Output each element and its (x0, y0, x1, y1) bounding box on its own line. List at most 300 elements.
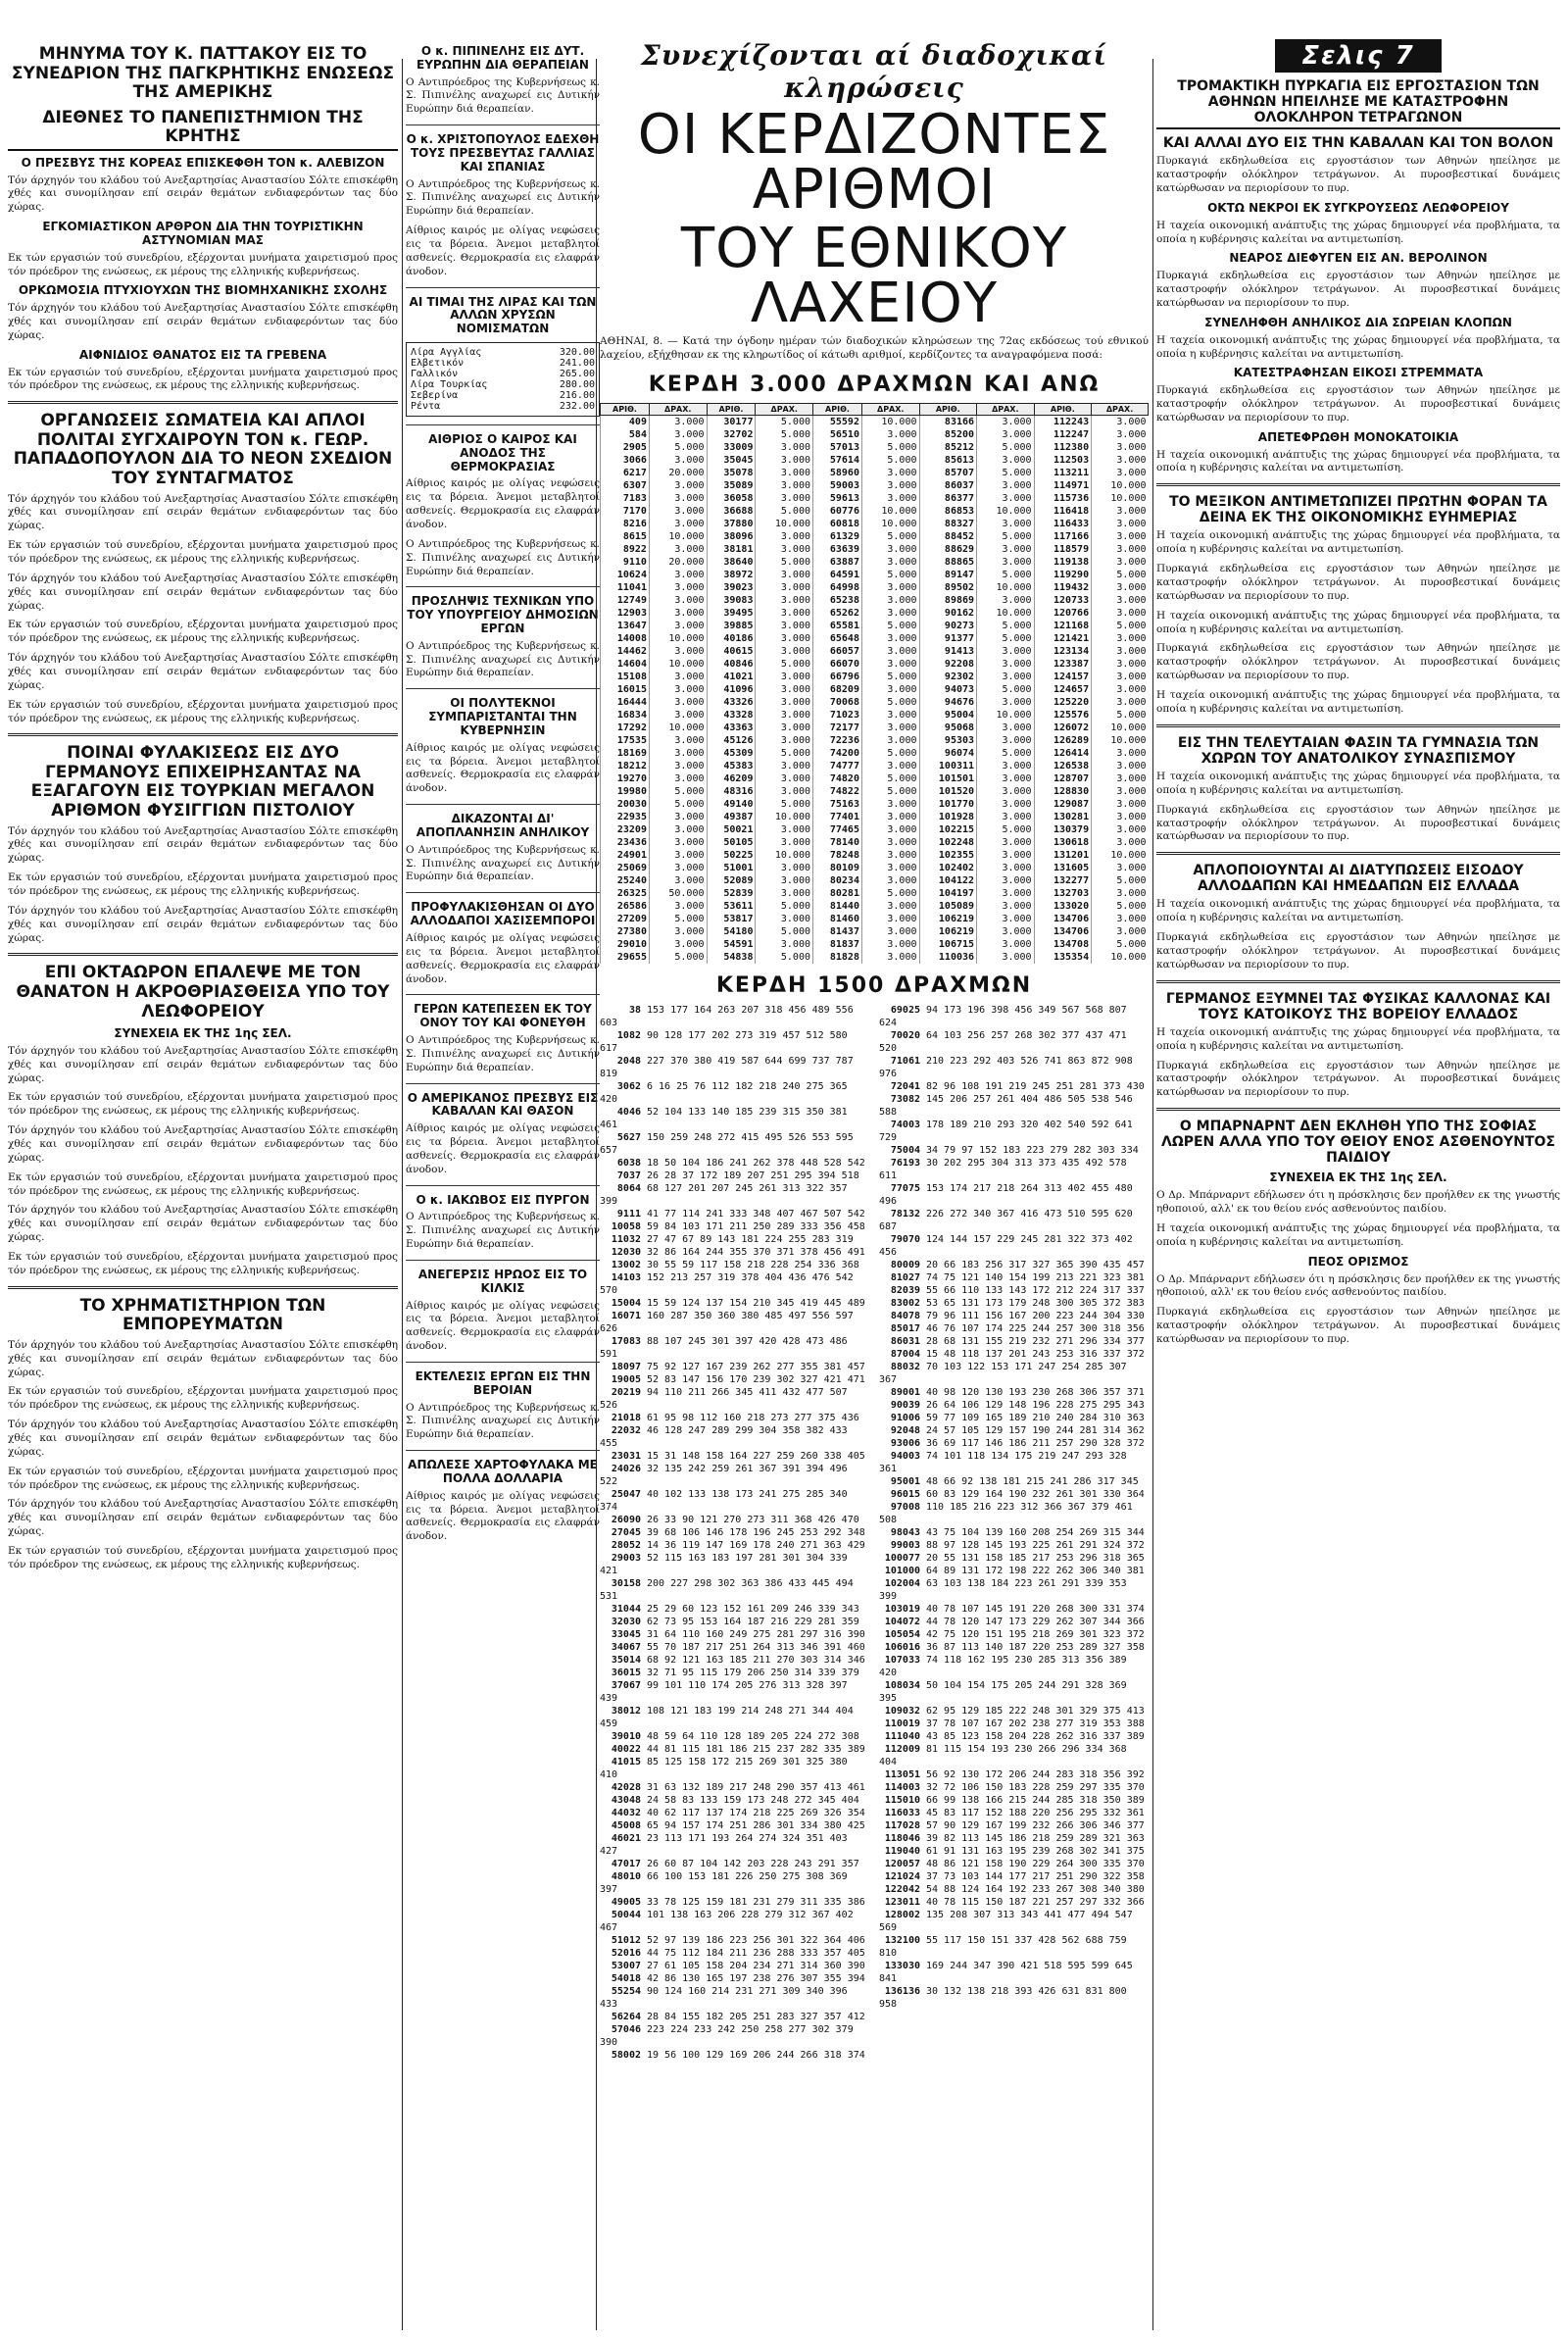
table-cell: 3.000 (977, 722, 1035, 734)
article-body: Ο Αντιπρόεδρος της Κυβερνήσεως κ. Σ. Πιπινέλης αναχωρεί εις Δυτικήν Ευρώπην διά θεραπείαν. (406, 1033, 600, 1073)
list-item: 9111 41 77 114 241 333 348 407 467 507 542 (616, 1208, 865, 1220)
table-cell: 121168 (1034, 620, 1092, 632)
table-cell: 15108 (601, 671, 650, 683)
list-item: 27045 39 68 106 146 178 196 245 253 292 348 (611, 1526, 865, 1538)
table-cell: 35045 (707, 454, 756, 467)
table-row (601, 874, 1149, 887)
list-item: 16071 160 287 350 360 380 485 497 556 597 626 (600, 1310, 854, 1334)
list-item: 75004 34 79 97 152 183 223 279 282 303 334 (890, 1144, 1139, 1156)
table-cell: 102402 (919, 862, 977, 874)
list-item: 73082 145 206 257 261 404 486 505 538 546 588 (879, 1093, 1133, 1118)
table-cell: 102248 (919, 836, 977, 849)
list-item: 104072 44 78 120 147 173 229 262 307 344 366 (884, 1616, 1145, 1627)
column-header: ΑΡΙΘ. (601, 403, 650, 415)
table-cell: 63887 (813, 556, 862, 569)
article-body: Πυρκαγιά εκδηλωθείσα εις εργοστάσιον των Αθηνών ηπείλησε με καταστροφήν ολόκληρον τετράγωνον. Αι πυροσβεστικαί δυνάμεις κατώρθωσαν να περιορίσουν το πυρ. (1156, 642, 1560, 682)
article-body: Η ταχεία οικονομική ανάπτυξις της χώρας δημιουργεί νέα προβλήματα, τα οποία η κυβέρνησις καλείται να αντιμετωπίση. (1156, 219, 1560, 245)
gains-1500 (600, 1004, 1149, 2062)
list-item: 115010 66 99 138 166 215 244 285 318 350 389 (884, 1794, 1145, 1806)
table-cell: 60818 (813, 518, 862, 530)
table-cell: 3.000 (977, 734, 1035, 747)
table-cell: 409 (601, 415, 650, 428)
table-cell: 3.000 (1092, 594, 1149, 607)
table-cell: 16444 (601, 696, 650, 709)
table-cell: 3.000 (1092, 632, 1149, 645)
column-header: ΑΡΙΘ. (919, 403, 977, 415)
table-row (601, 479, 1149, 492)
table-cell: 10.000 (1092, 734, 1149, 747)
table-cell: 39023 (707, 581, 756, 594)
table-cell: 3.000 (977, 479, 1035, 492)
headline-germans: ΠΟΙΝΑΙ ΦΥΛΑΚΙΣΕΩΣ ΕΙΣ ΔΥΟ ΓΕΡΜΑΝΟΥΣ ΕΠΙΧΕΙΡΗΣΑΝΤΑΣ ΝΑ ΕΞΑΓΑΓΟΥΝ ΕΙΣ ΤΟΥΡΚΙΑΝ ΜΕΓΑΛΟΝ ΑΡΙΘΜΟΝ ΦΥΣΙΓΓΙΩΝ ΠΙΣΤΟΛΙΟΥ (30, 743, 375, 821)
table-cell: 88452 (919, 530, 977, 543)
table-cell: 10.000 (1092, 951, 1149, 964)
table-row (601, 594, 1149, 607)
divider (8, 953, 398, 956)
lottery-table (600, 403, 1149, 964)
table-cell: 17292 (601, 722, 650, 734)
table-row (601, 734, 1149, 747)
table-cell: 2905 (601, 441, 650, 454)
table-cell: 3.000 (861, 556, 919, 569)
table-cell: 14008 (601, 632, 650, 645)
table-cell: 40186 (707, 632, 756, 645)
table-row (601, 683, 1149, 696)
table-cell: 134706 (1034, 913, 1092, 925)
table-cell: 3.000 (649, 543, 707, 556)
headline-university: ΔΙΕΘΝΕΣ ΤΟ ΠΑΝΕΠΙΣΤΗΜΙΟΝ ΤΗΣ ΚΡΗΤΗΣ (8, 109, 398, 151)
article-body: Η ταχεία οικονομική ανάπτυξις της χώρας δημιουργεί νέα προβλήματα, τα οποία η κυβέρνησις καλείται να αντιμετωπίση. (1156, 448, 1560, 474)
table-cell: 102355 (919, 849, 977, 862)
headline-pipinelis: Ο κ. ΠΙΠΙΝΕΛΗΣ ΕΙΣ ΔΥΤ. ΕΥΡΩΠΗΝ ΔΙΑ ΘΕΡΑΠΕΙΑΝ (416, 44, 589, 72)
divider (406, 1260, 600, 1261)
list-item: 120057 48 86 121 158 190 229 264 300 335 370 (884, 1858, 1145, 1869)
article-body: Εκ τών εργασιών τού συνεδρίου, εξέρχονται μυνήματα χαιρετισμού προς τόν πρόεδρον της ενώσεως, εκ μέρους της ελληνικής κυβερνήσεως. (8, 1385, 398, 1412)
table-cell: 56510 (813, 428, 862, 441)
subhead-berlin: ΝΕΑΡΟΣ ΔΙΕΦΥΓΕΝ ΕΙΣ ΑΝ. ΒΕΡΟΛΙΝΟΝ (1229, 251, 1488, 266)
table-cell: 3.000 (1092, 467, 1149, 479)
table-cell: 112503 (1034, 454, 1092, 467)
table-row (601, 938, 1149, 951)
table-cell: 3.000 (861, 709, 919, 722)
table-cell: 81828 (813, 951, 862, 964)
table-cell: 43328 (707, 709, 756, 722)
list-item: 13002 30 55 59 117 158 218 228 254 336 368 (611, 1259, 859, 1270)
table-cell: 3.000 (861, 658, 919, 671)
table-cell: 3.000 (1092, 747, 1149, 760)
list-item: 56264 28 84 155 182 205 251 283 327 357 412 (611, 2011, 865, 2022)
table-cell: 30177 (707, 415, 756, 428)
table-row (601, 823, 1149, 836)
table-cell: 71023 (813, 709, 862, 722)
table-cell: 3.000 (756, 772, 813, 785)
table-cell: 3.000 (977, 428, 1035, 441)
table-cell: 3.000 (756, 785, 813, 798)
list-item: 103019 40 78 107 145 191 220 268 300 331 374 (884, 1603, 1145, 1615)
column-header: ΑΡΙΘ. (813, 403, 862, 415)
table-cell: 66057 (813, 645, 862, 658)
table-cell: 66796 (813, 671, 862, 683)
headline-iakovos: Ο κ. ΙΑΚΩΒΟΣ ΕΙΣ ΠΥΡΓΟΝ (416, 1192, 590, 1207)
table-cell: 3.000 (756, 632, 813, 645)
list-item: 50044 101 138 163 206 228 279 312 367 402 467 (600, 1909, 854, 1933)
table-cell: 5.000 (649, 798, 707, 811)
table-cell: 96074 (919, 747, 977, 760)
list-item: 58002 19 56 100 129 169 206 244 266 318 374 (611, 2049, 865, 2061)
table-cell: 3.000 (861, 645, 919, 658)
table-cell: 16015 (601, 683, 650, 696)
table-cell: 29655 (601, 951, 650, 964)
table-cell: 3.000 (861, 594, 919, 607)
table-cell: 5.000 (756, 415, 813, 428)
table-cell: 26325 (601, 887, 650, 900)
table-cell: 3.000 (977, 938, 1035, 951)
table-cell: 112243 (1034, 415, 1092, 428)
table-cell: 3.000 (649, 823, 707, 836)
headline-christopoulos: Ο κ. ΧΡΙΣΤΟΠΟΥΛΟΣ ΕΔΕΧΘΗ ΤΟΥΣ ΠΡΕΣΒΕΥΤΑΣ ΓΑΛΛΙΑΣ ΚΑΙ ΣΠΑΝΙΑΣ (406, 132, 600, 174)
table-cell: 3.000 (649, 492, 707, 505)
table-cell: 3.000 (649, 415, 707, 428)
table-cell: 3.000 (1092, 772, 1149, 785)
list-item: 77075 153 174 217 218 264 313 402 455 480 496 (879, 1182, 1133, 1207)
table-cell: 10.000 (649, 632, 707, 645)
table-cell: 3.000 (756, 543, 813, 556)
table-cell: 54838 (707, 951, 756, 964)
table-cell: 54180 (707, 925, 756, 938)
table-cell: 5.000 (756, 747, 813, 760)
table-cell: 33009 (707, 441, 756, 454)
article-body: Τόν άρχηγόν του κλάδου τού Ανεξαρτησίας Αναστασίου Σόλτε επισκέφθη χθές και συνομίλησαν επί σειράν θεμάτων ενδιαφερόντων τας δύο χώρας. (8, 1124, 398, 1164)
table-cell: 106219 (919, 913, 977, 925)
table-cell: 3.000 (649, 900, 707, 913)
table-cell: 101520 (919, 785, 977, 798)
table-cell: 118579 (1034, 543, 1092, 556)
table-cell: 3.000 (756, 594, 813, 607)
table-row (601, 454, 1149, 467)
table-cell: 116433 (1034, 518, 1092, 530)
article-body: Ο Αντιπρόεδρος της Κυβερνήσεως κ. Σ. Πιπινέλης αναχωρεί εις Δυτικήν Ευρώπην διά θεραπείαν. (406, 639, 600, 679)
table-cell: 3.000 (1092, 543, 1149, 556)
right-column (1156, 39, 1560, 2330)
article-body: Εκ τών εργασιών τού συνεδρίου, εξέρχονται μυνήματα χαιρετισμού προς τόν πρόεδρον της ενώσεως, εκ μέρους της ελληνικής κυβερνήσεως. (8, 619, 398, 645)
table-cell: 45383 (707, 760, 756, 772)
table-cell: 3.000 (1092, 798, 1149, 811)
table-row (601, 900, 1149, 913)
table-cell: 126538 (1034, 760, 1092, 772)
table-cell: 39083 (707, 594, 756, 607)
table-cell: 70068 (813, 696, 862, 709)
list-item: 123011 40 78 115 150 187 221 257 297 332 366 (884, 1896, 1145, 1908)
table-cell: 65238 (813, 594, 862, 607)
list-item: 88032 70 103 122 153 171 247 254 285 307 367 (879, 1361, 1127, 1385)
table-cell: 3.000 (861, 492, 919, 505)
table-cell: 3.000 (756, 492, 813, 505)
list-item: 35014 68 92 121 163 185 211 270 303 314 346 (611, 1654, 865, 1666)
table-cell: 133020 (1034, 900, 1092, 913)
table-cell: 5.000 (756, 951, 813, 964)
article-body: Τόν άρχηγόν του κλάδου τού Ανεξαρτησίας Αναστασίου Σόλτε επισκέφθη χθές και συνομίλησαν επί σειράν θεμάτων ενδιαφερόντων τας δύο χώρας. (8, 1204, 398, 1244)
article-body: Πυρκαγιά εκδηλωθείσα εις εργοστάσιον των Αθηνών ηπείλησε με καταστροφήν ολόκληρον τετράγωνον. Αι πυροσβεστικαί δυνάμεις κατώρθωσαν να περιορίσουν το πυρ. (1156, 1059, 1560, 1099)
article-body: Η ταχεία οικονομική ανάπτυξις της χώρας δημιουργεί νέα προβλήματα, τα οποία η κυβέρνησις καλείται να αντιμετωπίση. (1156, 529, 1560, 556)
table-cell: 81440 (813, 900, 862, 913)
table-cell: 35089 (707, 479, 756, 492)
table-cell: 58960 (813, 467, 862, 479)
table-cell: 5.000 (649, 951, 707, 964)
headline-barnard: Ο ΜΠΑΡΝΑΡΝΤ ΔΕΝ ΕΚΛΗΘΗ ΥΠΟ ΤΗΣ ΣΟΦΙΑΣ ΛΩΡΕΝ ΑΛΛΑ ΥΠΟ ΤΟΥ ΘΕΙΟΥ ΕΝΟΣ ΑΣΘΕΝΟΥΝΤΟΣ ΠΑΙΔΙΟΥ (1160, 1119, 1555, 1167)
article-body: Τόν άρχηγόν του κλάδου τού Ανεξαρτησίας Αναστασίου Σόλτε επισκέφθη χθές και συνομίλησαν επί σειράν θεμάτων ενδιαφερόντων τας δύο χώρας. (8, 302, 398, 341)
list-item: 41015 85 125 158 172 215 269 301 325 380 410 (600, 1756, 848, 1780)
table-cell: 3.000 (861, 798, 919, 811)
table-cell: 53611 (707, 900, 756, 913)
table-cell: 3.000 (977, 415, 1035, 428)
article-body: Αίθριος καιρός με ολίγας νεφώσεις εις τα βόρεια. Άνεμοι μεταβλητοί ασθενείς. Θερμοκρασία εις ελαφράν άνοδον. (406, 741, 600, 795)
table-row (601, 862, 1149, 874)
table-cell: 35078 (707, 467, 756, 479)
list-item: 118046 39 82 113 145 186 218 259 289 321 363 (884, 1832, 1145, 1844)
table-cell: 10.000 (861, 518, 919, 530)
table-cell: 3.000 (1092, 415, 1149, 428)
table-cell: 3.000 (1092, 518, 1149, 530)
table-cell: 8216 (601, 518, 650, 530)
list-item: 119040 61 91 131 163 195 239 268 302 341 375 (884, 1845, 1145, 1857)
list-item: 23031 15 31 148 158 164 227 259 260 338 405 (611, 1450, 865, 1462)
list-item: 132100 55 117 150 151 337 428 562 688 759 810 (879, 1934, 1127, 1959)
table-cell: 112247 (1034, 428, 1092, 441)
list-item: 28052 14 36 119 147 169 178 240 271 363 429 (611, 1539, 865, 1551)
list-item: 36015 32 71 95 115 179 206 250 314 339 379 (611, 1667, 859, 1678)
list-item: 111040 43 85 123 158 204 228 262 316 337 389 (884, 1730, 1145, 1742)
table-cell: 23436 (601, 836, 650, 849)
subhead-korea: Ο ΠΡΕΣΒΥΣ ΤΗΣ ΚΟΡΕΑΣ ΕΠΙΣΚΕΦΘΗ ΤΟΝ κ. ΑΛΕΒΙΖΟΝ (21, 155, 385, 170)
article-body: Αίθριος καιρός με ολίγας νεφώσεις εις τα βόρεια. Άνεμοι μεταβλητοί ασθενείς. Θερμοκρασία εις ελαφράν άνοδον. (406, 477, 600, 530)
table-cell: 14462 (601, 645, 650, 658)
table-cell: 91377 (919, 632, 977, 645)
headline-exercises: ΕΙΣ ΤΗΝ ΤΕΛΕΥΤΑΙΑΝ ΦΑΣΙΝ ΤΑ ΓΥΜΝΑΣΙΑ ΤΩΝ ΧΩΡΩΝ ΤΟΥ ΑΝΑΤΟΛΙΚΟΥ ΣΥΝΑΣΠΙΣΜΟΥ (1177, 734, 1540, 767)
table-row (601, 887, 1149, 900)
table-cell: 3.000 (861, 607, 919, 620)
list-item: 8064 68 127 201 207 245 261 313 322 357 399 (600, 1182, 848, 1207)
table-row (601, 760, 1149, 772)
table-cell: 3.000 (1092, 925, 1149, 938)
list-item: 21018 61 95 98 112 160 218 273 277 375 436 (611, 1412, 859, 1423)
list-item: 42028 31 63 132 189 217 248 290 357 413 461 (611, 1781, 865, 1793)
table-row (601, 569, 1149, 581)
table-cell: 10.000 (977, 581, 1035, 594)
list-item: 101000 64 89 131 172 198 222 262 306 340 381 (884, 1565, 1145, 1576)
list-item: 11032 27 47 67 89 143 181 224 255 283 319 (611, 1233, 854, 1245)
table-cell: 106219 (919, 925, 977, 938)
kicker: Συνεχίζονται αί διαδοχικαί κληρώσεις (640, 39, 1108, 104)
table-cell: 10.000 (756, 518, 813, 530)
list-item: 83002 53 65 131 173 179 248 300 305 372 383 (890, 1297, 1145, 1309)
table-row (601, 798, 1149, 811)
price-row: Λίρα Τουρκίας 280.00 (411, 378, 595, 390)
table-cell: 119138 (1034, 556, 1092, 569)
table-cell: 3.000 (977, 518, 1035, 530)
table-cell: 24901 (601, 849, 650, 862)
subhead-house: ΑΠΕΤΕΦΡΩΘΗ ΜΟΝΟΚΑΤΟΙΚΙΑ (1257, 429, 1459, 444)
column-header: ΑΡΙΘ. (707, 403, 756, 415)
table-cell: 83166 (919, 415, 977, 428)
table-cell: 3.000 (977, 798, 1035, 811)
table-cell: 3.000 (756, 887, 813, 900)
list-item: 12030 32 86 164 244 355 370 371 378 456 491 (611, 1246, 865, 1258)
table-cell: 3.000 (861, 951, 919, 964)
table-cell: 8922 (601, 543, 650, 556)
divider (406, 287, 600, 288)
article-body: Πυρκαγιά εκδηλωθείσα εις εργοστάσιον των Αθηνών ηπείλησε με καταστροφήν ολόκληρον τετράγωνον. Αι πυροσβεστικαί δυνάμεις κατώρθωσαν να περιορίσουν το πυρ. (1156, 384, 1560, 423)
table-cell: 3.000 (649, 671, 707, 683)
divider (406, 1083, 600, 1084)
list-item: 71061 210 223 292 403 526 741 863 872 908 976 (879, 1055, 1133, 1079)
list-item: 70020 64 103 256 257 268 302 377 437 471 520 (879, 1029, 1127, 1054)
list-item: 25047 40 102 133 138 173 241 275 285 340 374 (600, 1488, 848, 1513)
headline-constitution: ΟΡΓΑΝΩΣΕΙΣ ΣΩΜΑΤΕΙΑ ΚΑΙ ΑΠΛΟΙ ΠΟΛΙΤΑΙ ΣΥΓΧΑΙΡΟΥΝ ΤΟΝ κ. ΓΕΩΡ. ΠΑΠΑΔΟΠΟΥΛΟΝ ΔΙΑ ΤΟ ΝΕΟΝ ΣΧΕΔΙΟΝ ΤΟΥ ΣΥΝΤΑΓΜΑΤΟΣ (13, 411, 393, 488)
list-item: 29003 52 115 163 183 197 281 301 304 339 421 (600, 1552, 848, 1576)
table-cell: 10.000 (649, 530, 707, 543)
table-cell: 3.000 (1092, 785, 1149, 798)
table-cell: 5.000 (861, 772, 919, 785)
article-body: Η ταχεία οικονομική ανάπτυξις της χώρας δημιουργεί νέα προβλήματα, τα οποία η κυβέρνησις καλείται να αντιμετωπίση. (1156, 770, 1560, 796)
table-cell: 3.000 (1092, 760, 1149, 772)
table-cell: 10.000 (977, 709, 1035, 722)
list-item: 94003 74 101 118 134 175 219 247 293 328 361 (879, 1450, 1127, 1474)
article-body: Εκ τών εργασιών τού συνεδρίου, εξέρχονται μυνήματα χαιρετισμού προς τόν πρόεδρον της ενώσεως, εκ μέρους της ελληνικής κυβερνήσεως. (8, 539, 398, 565)
headline-entry: ΑΠΛΟΠΟΙΟΥΝΤΑΙ ΑΙ ΔΙΑΤΥΠΩΣΕΙΣ ΕΙΣΟΔΟΥ ΑΛΛΟΔΑΠΩΝ ΚΑΙ ΗΜΕΔΑΠΩΝ ΕΙΣ ΕΛΛΑΔΑ (1193, 863, 1524, 895)
table-cell: 3.000 (977, 849, 1035, 862)
table-cell: 3.000 (977, 543, 1035, 556)
column-header: ΔΡΑΧ. (861, 403, 919, 415)
table-cell: 5.000 (1092, 938, 1149, 951)
article-body: Ο Αντιπρόεδρος της Κυβερνήσεως κ. Σ. Πιπινέλης αναχωρεί εις Δυτικήν Ευρώπην διά θεραπείαν. (406, 1401, 600, 1441)
table-cell: 25240 (601, 874, 650, 887)
list-item: 85017 46 76 107 174 225 244 257 300 318 356 (890, 1322, 1145, 1334)
table-cell: 10.000 (756, 849, 813, 862)
table-cell: 3.000 (756, 441, 813, 454)
table-row (601, 658, 1149, 671)
table-cell: 3.000 (649, 620, 707, 632)
table-cell: 5.000 (861, 671, 919, 683)
list-item: 81027 74 75 121 140 154 199 213 221 323 381 (890, 1271, 1145, 1283)
table-cell: 3.000 (756, 467, 813, 479)
divider (406, 124, 600, 125)
table-cell: 104197 (919, 887, 977, 900)
table-cell: 3.000 (1092, 556, 1149, 569)
price-row: Ρέντα 232.00 (411, 400, 595, 412)
table-cell: 132703 (1034, 887, 1092, 900)
table-cell: 89502 (919, 581, 977, 594)
table-cell: 3.000 (649, 428, 707, 441)
table-cell: 3.000 (861, 632, 919, 645)
table-cell: 131201 (1034, 849, 1092, 862)
article-body: Αίθριος καιρός με ολίγας νεφώσεις εις τα βόρεια. Άνεμοι μεταβλητοί ασθενείς. Θερμοκρασία εις ελαφράν άνοδον. (406, 1299, 600, 1353)
table-cell: 3.000 (1092, 683, 1149, 696)
list-item: 128002 135 208 307 313 343 441 477 494 547 569 (879, 1909, 1133, 1933)
table-cell: 23209 (601, 823, 650, 836)
table-cell: 32702 (707, 428, 756, 441)
list-item: 117028 57 90 129 167 199 232 266 306 346 377 (884, 1819, 1145, 1831)
table-cell: 20030 (601, 798, 650, 811)
article-body: Πυρκαγιά εκδηλωθείσα εις εργοστάσιον των Αθηνών ηπείλησε με καταστροφήν ολόκληρον τετράγωνον. Αι πυροσβεστικαί δυνάμεις κατώρθωσαν να περιορίσουν το πυρ. (1156, 155, 1560, 195)
list-item: 51012 52 97 139 186 223 256 301 322 364 406 (611, 1934, 865, 1946)
table-cell: 10.000 (1092, 849, 1149, 862)
table-cell: 12749 (601, 594, 650, 607)
list-item: 116033 45 83 117 152 188 220 256 295 332 361 (884, 1807, 1145, 1818)
table-cell: 3.000 (977, 874, 1035, 887)
table-cell: 52089 (707, 874, 756, 887)
article-body: Η ταχεία οικονομική ανάπτυξις της χώρας δημιουργεί νέα προβλήματα, τα οποία η κυβέρνησις καλείται να αντιμετωπίση. (1156, 333, 1560, 360)
table-cell: 5.000 (977, 569, 1035, 581)
table-cell: 3.000 (977, 454, 1035, 467)
list-item: 72041 82 96 108 191 219 245 251 281 373 430 (890, 1080, 1145, 1092)
list-item: 76193 30 202 295 304 313 373 435 492 578 611 (879, 1157, 1127, 1181)
table-cell: 123387 (1034, 658, 1092, 671)
headline-pattakos: ΜΗΝΥΜΑ ΤΟΥ Κ. ΠΑΤΤΑΚΟΥ ΕΙΣ ΤΟ ΣΥΝΕΔΡΙΟΝ ΤΗΣ ΠΑΓΚΡΗΤΙΚΗΣ ΕΝΩΣΕΩΣ ΤΗΣ ΑΜΕΡΙΚΗΣ (11, 44, 395, 103)
table-cell: 54591 (707, 938, 756, 951)
list-item: 79070 124 144 157 229 245 281 322 373 402 456 (879, 1233, 1133, 1258)
table-cell: 3.000 (649, 938, 707, 951)
main-title-line2: ΤΟΥ ΕΘΝΙΚΟΥ ΛΑΧΕΙΟΥ (680, 217, 1068, 335)
table-cell: 3.000 (861, 925, 919, 938)
table-cell: 3.000 (756, 620, 813, 632)
table-cell: 94073 (919, 683, 977, 696)
table-cell: 90162 (919, 607, 977, 620)
table-cell: 3.000 (977, 671, 1035, 683)
list-item: 10058 59 84 103 171 211 250 289 333 356 458 (611, 1220, 865, 1232)
table-cell: 3.000 (1092, 530, 1149, 543)
article-body: Η ταχεία οικονομική ανάπτυξις της χώρας δημιουργεί νέα προβλήματα, τα οποία η κυβέρνησις καλείται να αντιμετωπίση. (1156, 1222, 1560, 1248)
table-cell: 5.000 (861, 696, 919, 709)
headline-weather: ΑΙΘΡΙΟΣ Ο ΚΑΙΡΟΣ ΚΑΙ ΑΝΟΔΟΣ ΤΗΣ ΘΕΡΜΟΚΡΑΣΙΑΣ (428, 431, 577, 473)
list-item: 87004 15 48 118 137 201 243 253 316 337 372 (890, 1348, 1145, 1360)
list-item: 52016 44 75 112 184 211 236 288 333 357 405 (611, 1947, 865, 1959)
list-item: 33045 31 64 110 160 249 275 281 297 316 390 (611, 1628, 865, 1640)
table-cell: 57013 (813, 441, 862, 454)
table-cell: 77465 (813, 823, 862, 836)
article-body: Πυρκαγιά εκδηλωθείσα εις εργοστάσιον των Αθηνών ηπείλησε με καταστροφήν ολόκληρον τετράγωνον. Αι πυροσβεστικαί δυνάμεις κατώρθωσαν να περιορίσουν το πυρ. (1156, 1306, 1560, 1345)
table-row (601, 467, 1149, 479)
table-cell: 134706 (1034, 925, 1092, 938)
table-cell: 6217 (601, 467, 650, 479)
table-cell: 100311 (919, 760, 977, 772)
article-body: Τόν άρχηγόν του κλάδου τού Ανεξαρτησίας Αναστασίου Σόλτε επισκέφθη χθές και συνομίλησαν επί σειράν θεμάτων ενδιαφερόντων τας δύο χώρας. (8, 1338, 398, 1378)
divider (406, 1450, 600, 1451)
table-cell: 10.000 (977, 607, 1035, 620)
table-cell: 3.000 (1092, 696, 1149, 709)
table-cell: 3.000 (1092, 887, 1149, 900)
table-cell: 49140 (707, 798, 756, 811)
table-cell: 40846 (707, 658, 756, 671)
table-cell: 5.000 (861, 785, 919, 798)
list-item: 136136 30 132 138 218 393 426 631 831 800 958 (879, 1985, 1127, 2010)
list-item: 133030 169 244 347 390 421 518 595 599 645 841 (879, 1960, 1133, 1984)
table-cell: 134708 (1034, 938, 1092, 951)
table-cell: 59003 (813, 479, 862, 492)
table-cell: 3.000 (649, 862, 707, 874)
table-cell: 126072 (1034, 722, 1092, 734)
article-body: Αίθριος καιρός με ολίγας νεφώσεις εις τα βόρεια. Άνεμοι μεταβλητοί ασθενείς. Θερμοκρασία εις ελαφράν άνοδον. (406, 1489, 600, 1543)
table-cell: 3.000 (649, 747, 707, 760)
headline-commodities: ΤΟ ΧΡΗΜΑΤΙΣΤΗΡΙΟΝ ΤΩΝ ΕΜΠΟΡΕΥΜΑΤΩΝ (79, 1295, 326, 1335)
table-cell: 53817 (707, 913, 756, 925)
list-item: 110019 37 78 107 167 202 238 277 319 353 388 (884, 1718, 1145, 1729)
table-cell: 5.000 (861, 620, 919, 632)
article-body: Τόν άρχηγόν του κλάδου τού Ανεξαρτησίας Αναστασίου Σόλτε επισκέφθη χθές και συνομίλησαν επί σειράν θεμάτων ενδιαφερόντων τας δύο χώρας. (8, 904, 398, 944)
table-row (601, 505, 1149, 518)
subhead-grevena: ΑΙΦΝΙΔΙΟΣ ΘΑΝΑΤΟΣ ΕΙΣ ΤΑ ΓΡΕΒΕΝΑ (78, 347, 327, 362)
list-item: 2048 227 370 380 419 587 644 699 737 787 819 (600, 1055, 854, 1079)
divider (1156, 852, 1560, 855)
